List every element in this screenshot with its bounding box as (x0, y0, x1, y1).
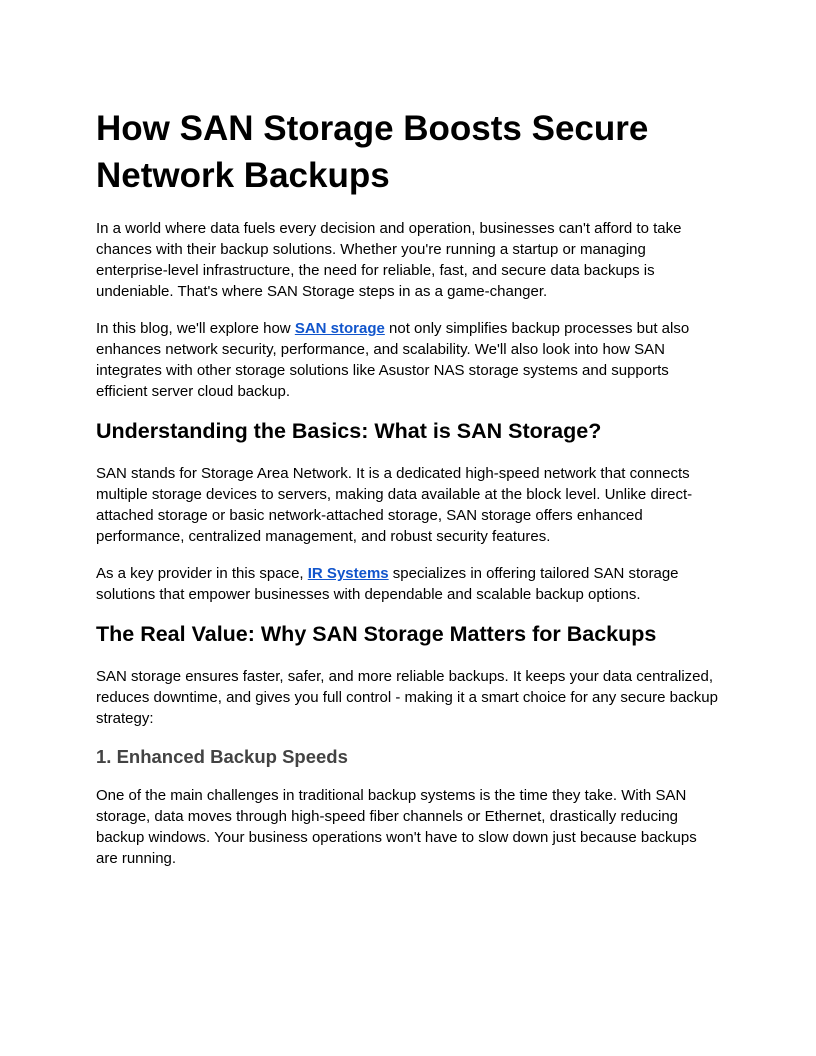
heading-understanding-basics: Understanding the Basics: What is SAN Storage? (96, 419, 602, 443)
basics-paragraph-2 (96, 563, 720, 605)
subheading-enhanced-backup-speeds: 1. Enhanced Backup Speeds (96, 746, 348, 767)
intro-paragraph-2-text-before: In this blog, we'll explore how (96, 320, 295, 337)
intro-paragraph-2-text-after: not only simplifies backup processes but also enhances network security, performance, and scalability. We'll also look into how SAN integrates with other storage solutions like Asustor NAS storage systems and supports efficient server cloud backup. (96, 320, 690, 400)
heading-real-value: The Real Value: Why SAN Storage Matters for Backups (96, 622, 657, 646)
san-storage-link[interactable]: SAN storage (294, 320, 385, 337)
document-title: How SAN Storage Boosts Secure Network Backups (96, 109, 649, 195)
intro-paragraph-1: In a world where data fuels every decision and operation, businesses can't afford to take chances with their backup solutions. Whether you're running a startup or managing enterprise-level infrastructure, the need for reliable, fast, and secure data backups is undeniable. That's where SAN Storage steps in as a game-changer. (96, 220, 682, 300)
basics-paragraph-2-text-after: specializes in offering tailored SAN storage solutions that empower businesses with dependable and scalable backup options. (96, 565, 679, 603)
basics-paragraph-2-text-before: As a key provider in this space, (96, 565, 308, 582)
intro-paragraph-2 (96, 318, 720, 402)
enhanced-speeds-paragraph: One of the main challenges in traditional backup systems is the time they take. With SAN storage, data moves through high-speed fiber channels or Ethernet, drastically reducing backup windows. Your business operations won't have to slow down just because backups are running. (96, 787, 697, 867)
ir-systems-link[interactable]: IR Systems (307, 565, 389, 582)
value-paragraph-1: SAN storage ensures faster, safer, and more reliable backups. It keeps your data centralized, reduces downtime, and gives you full control - making it a smart choice for any secure backup strategy: (96, 668, 718, 727)
document-body (96, 218, 720, 869)
basics-paragraph-1: SAN stands for Storage Area Network. It is a dedicated high-speed network that connects multiple storage devices to servers, making data available at the block level. Unlike direct-attached storage or basic network-attached storage, SAN storage offers enhanced performance, centralized management, and robust security features. (96, 465, 693, 545)
